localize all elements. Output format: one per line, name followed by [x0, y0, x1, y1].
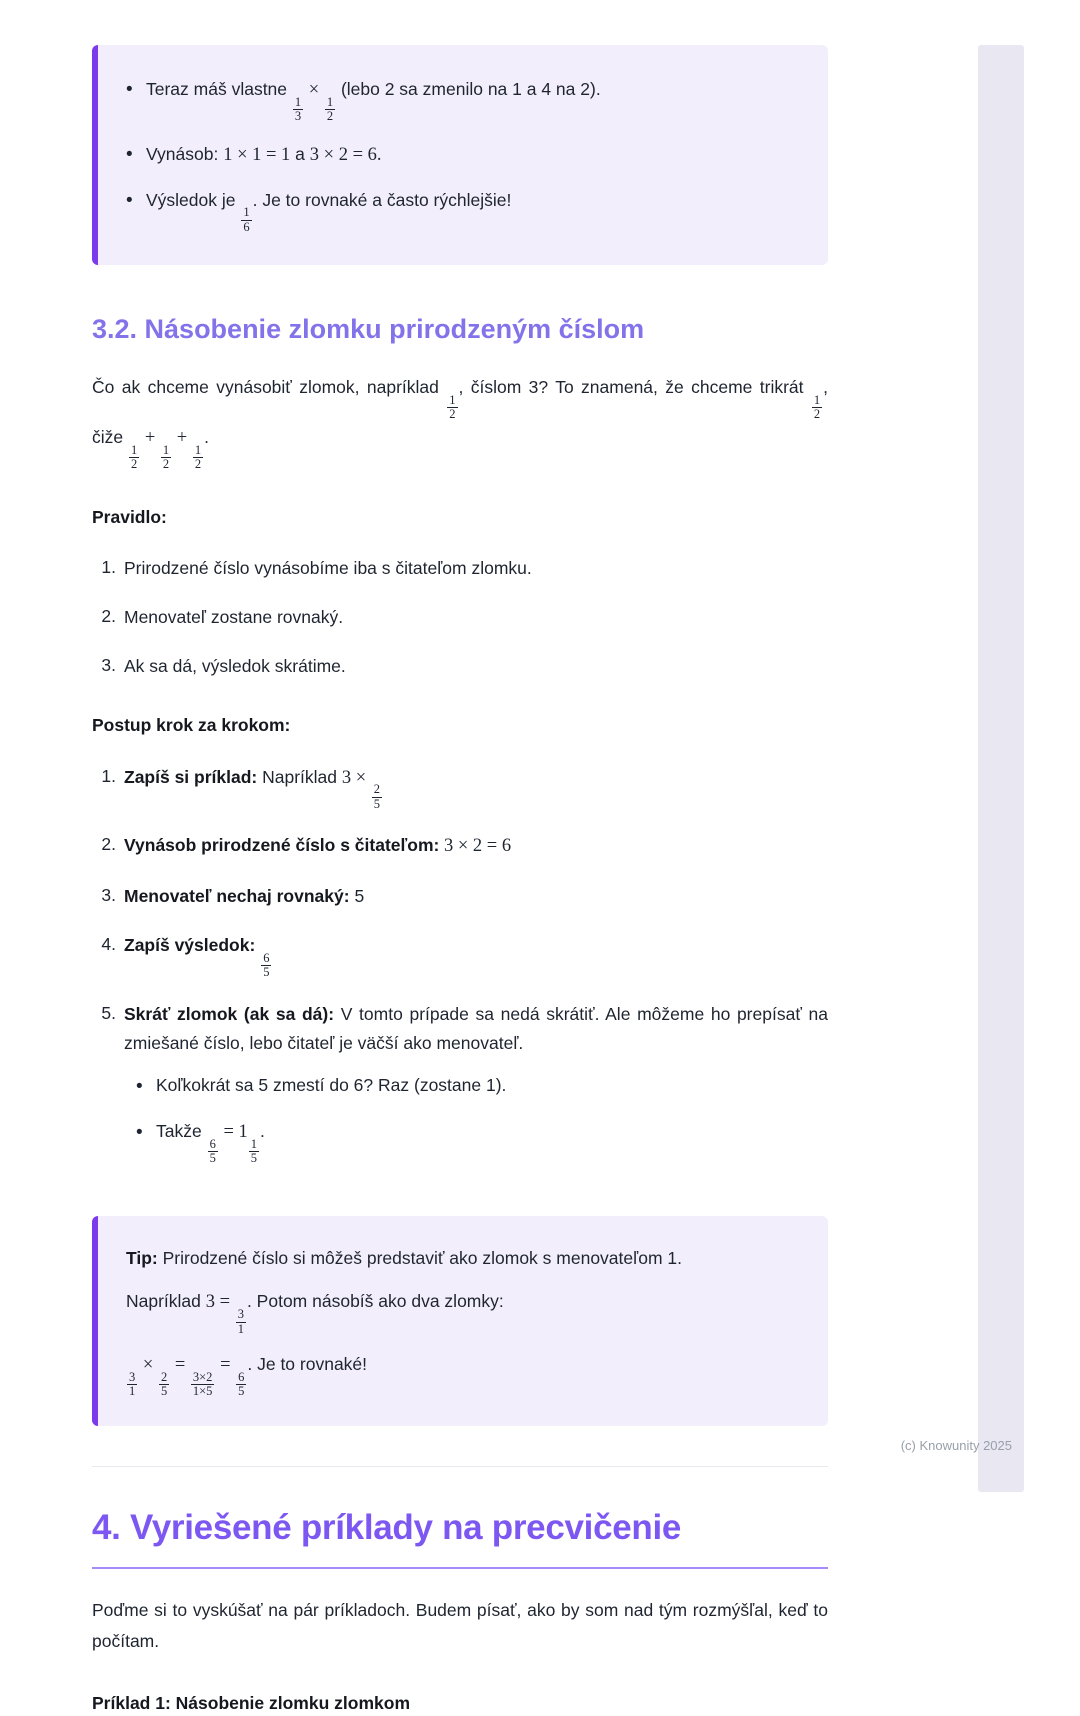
fraction-numerator: 1 — [294, 94, 302, 109]
fraction — [241, 206, 251, 234]
text-segment: Prirodzené číslo si môžeš predstaviť ako zlomok s menovateľom 1. — [157, 1247, 683, 1268]
math-operator: = — [170, 1355, 190, 1376]
fraction-denominator: 1×5 — [192, 1384, 213, 1399]
math-expression: 3 × 2 = 6 — [439, 836, 512, 857]
bullet-icon — [126, 141, 146, 170]
fraction — [236, 1308, 246, 1336]
fraction-numerator: 1 — [130, 442, 138, 457]
fraction-numerator: 6 — [238, 1369, 245, 1384]
list-number: 2. — [101, 834, 116, 855]
fraction-numerator: 3 — [129, 1369, 136, 1384]
tip-line — [126, 1286, 800, 1336]
list-item — [94, 652, 828, 681]
fraction — [293, 96, 303, 124]
fraction-numerator: 3×2 — [192, 1369, 213, 1384]
list-item — [94, 763, 828, 812]
text-segment: Takže — [156, 1120, 207, 1141]
list-number: 3. — [101, 654, 116, 675]
text-segment: Vynásob: — [146, 143, 224, 164]
fraction-denominator: 5 — [209, 1151, 216, 1166]
fraction-numerator: 6 — [263, 950, 270, 965]
fraction-numerator: 1 — [449, 392, 456, 407]
fraction-denominator: 2 — [162, 457, 170, 472]
list-number: 2. — [101, 605, 116, 626]
fraction — [812, 394, 822, 422]
list-item-text — [146, 141, 800, 170]
fraction-denominator: 1 — [129, 1384, 136, 1399]
list-number: 3. — [101, 885, 116, 905]
text-segment — [255, 935, 260, 955]
fraction — [325, 96, 335, 124]
fraction-denominator: 3 — [294, 109, 302, 124]
math-expression: 3 = — [205, 1292, 235, 1313]
fraction — [236, 1371, 246, 1399]
section4-intro-paragraph: Poďme si to vyskúšať na pár príkladoch. Budem písať, ako by som nad tým rozmýšľal, keď to počítam. — [92, 1599, 828, 1652]
fraction-numerator: 1 — [243, 205, 250, 220]
fraction — [261, 952, 271, 980]
mixed-number-whole: 1 — [238, 1121, 248, 1142]
text-segment: . Je to rovnaké! — [247, 1354, 368, 1375]
section-divider — [92, 1466, 828, 1467]
math-operator: × — [304, 80, 324, 100]
list-item — [136, 1117, 828, 1166]
fraction-numerator: 1 — [250, 1136, 258, 1151]
fraction-numerator: 6 — [209, 1136, 216, 1151]
fraction — [249, 1138, 259, 1166]
list-item — [94, 1000, 828, 1180]
list-number: 4. — [101, 933, 116, 954]
fraction-numerator: 2 — [373, 782, 381, 797]
fraction — [159, 1371, 169, 1399]
list-item-text — [124, 1000, 828, 1180]
fraction — [161, 444, 171, 472]
list-item-text: Ak sa dá, výsledok skrátime. — [124, 655, 346, 676]
math-operator: = — [218, 1121, 239, 1142]
list-item-text — [146, 187, 800, 235]
fraction-denominator: 1 — [237, 1321, 244, 1336]
tip-line — [126, 1349, 800, 1399]
step-title: Vynásob prirodzené číslo s čitateľom: — [124, 835, 440, 856]
bullet-icon — [136, 1071, 156, 1102]
list-item-text: Koľkokrát sa 5 zmestí do 6? Raz (zostane 1). — [156, 1075, 507, 1096]
fraction-denominator: 2 — [130, 457, 138, 472]
rule-label: Pravidlo: — [92, 506, 167, 527]
list-item — [94, 882, 828, 911]
text-segment: . Je to rovnaké a často rýchlejšie! — [252, 189, 512, 210]
list-item — [94, 603, 828, 632]
text-segment: Výsledok je — [146, 189, 241, 210]
list-number: 1. — [101, 556, 116, 577]
fraction — [193, 444, 203, 472]
text-segment: Teraz máš vlastne — [146, 79, 292, 99]
fraction-denominator: 2 — [194, 457, 202, 472]
text-segment: Čo ak chceme vynásobiť zlomok, napríklad — [92, 376, 447, 397]
fraction-numerator: 1 — [813, 392, 821, 407]
fraction-numerator: 3 — [237, 1307, 244, 1322]
fraction-denominator: 5 — [238, 1384, 245, 1399]
math-operator: = — [215, 1355, 236, 1376]
list-item — [94, 554, 828, 583]
text-segment: (lebo 2 sa zmenilo na 1 a 4 na 2). — [336, 79, 601, 99]
text-segment: , číslom 3? To znamená, že chceme trikrát — [458, 376, 811, 397]
list-item-text — [156, 1117, 828, 1166]
bullet-icon — [126, 187, 146, 216]
intro-callout-box — [92, 45, 828, 265]
list-item-text: Menovateľ zostane rovnaký. — [124, 606, 344, 627]
steps-list — [92, 763, 828, 1180]
text-segment: Napríklad — [257, 766, 342, 787]
fraction — [372, 783, 382, 811]
list-item-text — [124, 882, 828, 911]
steps-label: Postup krok za krokom: — [92, 715, 291, 736]
fraction-numerator: 1 — [194, 442, 202, 457]
fraction-denominator: 2 — [449, 407, 456, 422]
step-title: Zapíš si príklad: — [124, 766, 258, 787]
fraction — [129, 444, 139, 472]
text-segment: a — [290, 143, 310, 164]
section-heading-4: 4. Vyriešené príklady na precvičenie — [92, 1507, 828, 1569]
list-item — [126, 141, 800, 170]
scrollbar-track[interactable] — [978, 45, 1024, 1492]
list-item — [126, 187, 800, 235]
fraction — [208, 1138, 218, 1166]
fraction-denominator: 5 — [160, 1384, 168, 1399]
fraction-denominator: 2 — [813, 407, 821, 422]
text-segment: , čiže — [92, 376, 829, 447]
list-item-text — [124, 763, 828, 812]
fraction-denominator: 5 — [263, 965, 270, 980]
math-operator: + — [140, 427, 160, 448]
step-title: Skráť zlomok (ak sa dá): — [124, 1003, 335, 1024]
math-operator: + — [172, 427, 192, 448]
document-content — [92, 45, 828, 1716]
step-title: Menovateľ nechaj rovnaký: — [124, 886, 350, 906]
tip-callout-box — [92, 1216, 828, 1426]
rules-list — [92, 554, 828, 681]
text-segment: . — [260, 1120, 265, 1141]
intro-paragraph — [92, 372, 828, 472]
fraction-denominator: 5 — [373, 796, 381, 811]
list-item — [126, 76, 800, 124]
bullet-icon — [136, 1117, 156, 1148]
fraction-denominator: 2 — [326, 109, 334, 124]
fraction-denominator: 6 — [243, 219, 250, 234]
fraction-numerator: 1 — [326, 94, 334, 109]
text-segment: . — [204, 426, 209, 447]
list-item-text — [124, 831, 828, 862]
tip-line — [126, 1243, 800, 1274]
text-segment: 5 — [349, 886, 365, 906]
example1-label: Príklad 1: Násobenie zlomku zlomkom — [92, 1692, 410, 1713]
list-item-text: Prirodzené číslo vynásobíme iba s čitateľom zlomku. — [124, 557, 532, 578]
list-item — [94, 831, 828, 862]
section-heading-3-2: 3.2. Násobenie zlomku prirodzeným číslom — [92, 314, 645, 345]
list-number: 1. — [101, 765, 116, 786]
math-operator: × — [138, 1355, 158, 1376]
sub-bullet-list — [136, 1071, 828, 1165]
step-title: Zapíš výsledok: — [124, 934, 256, 955]
list-item-text — [146, 76, 800, 124]
list-item — [136, 1071, 828, 1102]
fraction-denominator: 5 — [250, 1151, 258, 1166]
math-expression: 1 × 1 = 1 — [223, 144, 291, 165]
fraction — [127, 1371, 137, 1399]
math-expression: 3 × 2 = 6. — [309, 144, 382, 165]
bullet-icon — [126, 76, 146, 105]
tip-label: Tip: — [126, 1247, 158, 1268]
fraction-numerator: 2 — [160, 1369, 168, 1384]
text-segment: Napríklad — [126, 1291, 206, 1312]
fraction — [447, 394, 457, 422]
list-item — [94, 931, 828, 980]
math-expression: 3 × — [341, 767, 371, 788]
fraction-numerator: 1 — [162, 442, 170, 457]
list-number: 5. — [101, 1002, 116, 1023]
copyright-notice: (c) Knowunity 2025 — [900, 1438, 1012, 1453]
text-segment: . Potom násobíš ako dva zlomky: — [246, 1291, 504, 1312]
text-segment: V tomto prípade sa nedá skrátiť. Ale môžeme ho prepísať na zmiešané číslo, lebo čitateľ je väčší ako menovateľ. — [124, 1003, 829, 1053]
list-item-text — [124, 931, 828, 980]
fraction — [191, 1371, 215, 1399]
